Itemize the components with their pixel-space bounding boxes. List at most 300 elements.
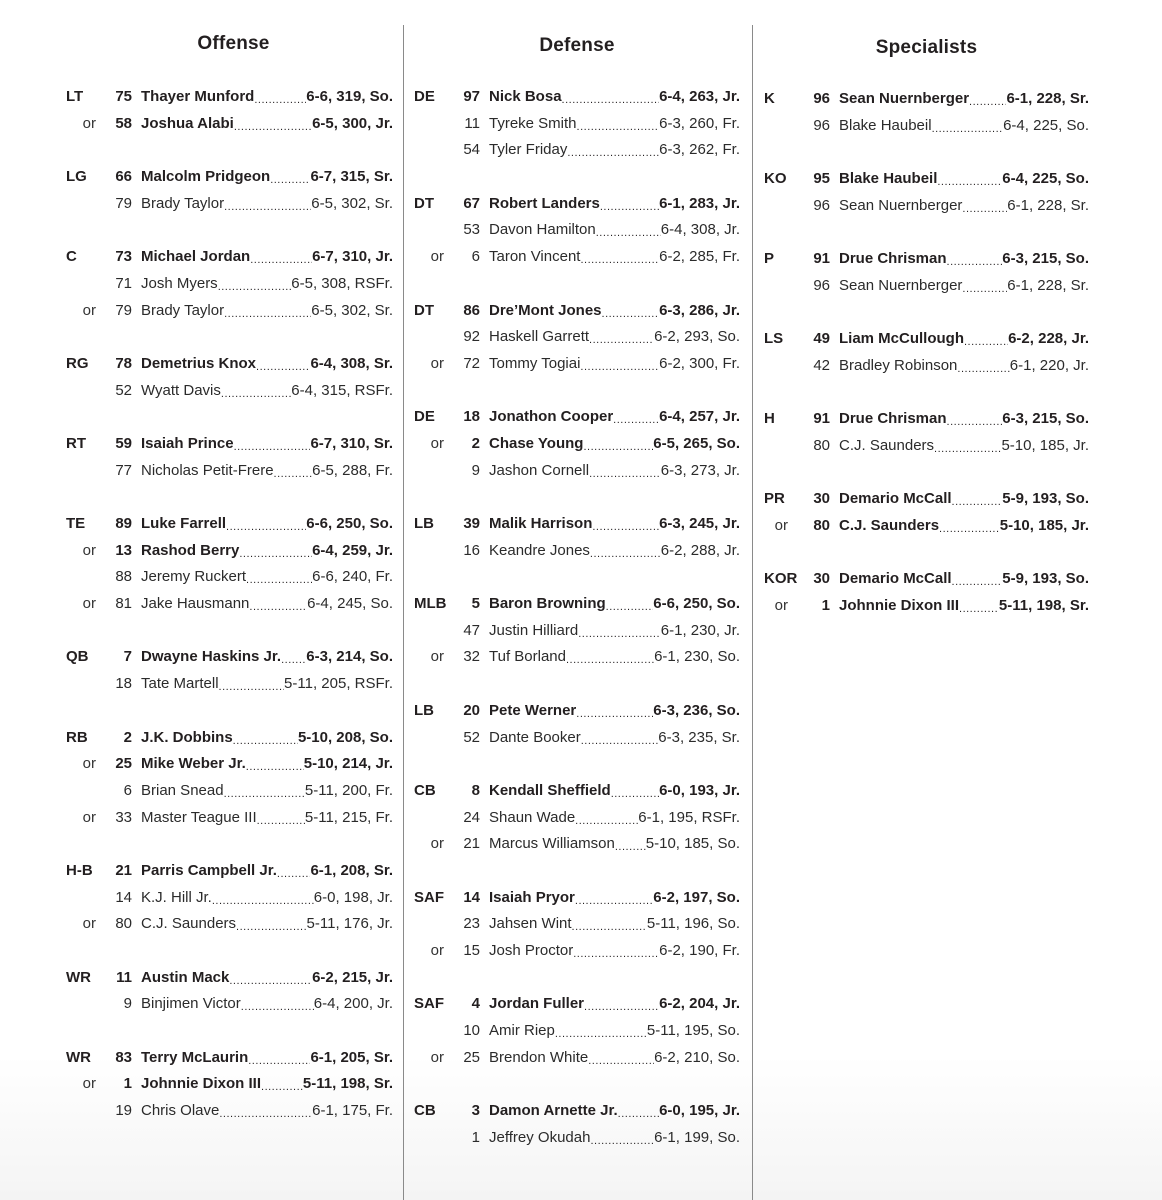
position-label: QB [66, 648, 89, 666]
player-name-leader [489, 1125, 654, 1152]
player-name: Sean Nuernberger [839, 196, 963, 214]
player-stats: 6-3, 262, Fr. [659, 141, 740, 159]
dot-leader [226, 514, 306, 538]
player-stats: 6-5, 300, Jr. [312, 114, 393, 132]
jersey-number: 58 [115, 114, 132, 132]
player-stats: 6-1, 175, Fr. [312, 1102, 393, 1120]
group-spacer [414, 858, 740, 885]
jersey-number: 30 [813, 570, 830, 588]
dot-leader [555, 1021, 647, 1045]
player-row [764, 486, 1089, 513]
player-name-leader [489, 511, 659, 538]
dot-leader [221, 381, 291, 405]
jersey-number: 96 [813, 116, 830, 134]
player-name-leader [839, 566, 1002, 593]
or-label: or [430, 648, 444, 666]
jersey-number: 80 [115, 915, 132, 933]
player-name: Blake Haubeil [839, 170, 938, 188]
jersey-number: 23 [463, 915, 480, 933]
player-name: Keandre Jones [489, 541, 590, 559]
group-spacer [414, 271, 740, 298]
player-name: Parris Campbell Jr. [141, 861, 277, 879]
player-stats: 5-11, 200, Fr. [304, 781, 393, 799]
player-name-leader [141, 1071, 303, 1098]
player-stats: 6-1, 228, Sr. [1007, 196, 1089, 214]
player-name: J.K. Dobbins [141, 728, 233, 746]
player-row [66, 885, 393, 912]
dot-leader [261, 1074, 303, 1098]
player-name-leader [141, 511, 306, 538]
position-label: LB [414, 515, 434, 532]
jersey-number: 73 [115, 248, 132, 266]
player-name: Tyler Friday [489, 141, 568, 159]
dot-leader [257, 808, 305, 832]
or-label: or [82, 595, 96, 613]
group-spacer [66, 484, 393, 511]
player-stats: 6-1, 208, Sr. [310, 861, 393, 879]
jersey-number: 79 [115, 301, 132, 319]
player-name-leader [141, 991, 314, 1018]
player-stats: 6-3, 245, Jr. [659, 515, 740, 532]
position-label: RG [66, 354, 89, 372]
player-row [414, 244, 740, 271]
jersey-number: 8 [471, 781, 480, 799]
jersey-number: 91 [813, 410, 830, 428]
player-stats: 6-3, 273, Jr. [660, 461, 740, 479]
dot-leader [575, 888, 653, 912]
player-name: Chris Olave [141, 1102, 220, 1120]
player-row [764, 433, 1089, 460]
position-label: WR [66, 1048, 91, 1066]
or-label: or [774, 517, 788, 534]
player-name-leader [489, 938, 659, 965]
depth-rows [764, 86, 1089, 620]
player-name-leader [141, 751, 304, 778]
player-name-leader [489, 217, 661, 244]
player-name: Pete Werner [489, 701, 577, 719]
player-stats: 6-3, 236, So. [653, 701, 740, 719]
group-spacer [66, 404, 393, 431]
or-label: or [430, 942, 444, 959]
player-name: Dre’Mont Jones [489, 301, 602, 319]
position-label: H [764, 410, 775, 428]
player-name: C.J. Saunders [839, 436, 935, 454]
dot-leader [234, 434, 311, 458]
player-name: Davon Hamilton [489, 221, 596, 239]
player-name: Demario McCall [839, 490, 952, 508]
player-name: Austin Mack [141, 968, 230, 986]
or-label: or [430, 248, 444, 266]
jersey-number: 11 [116, 968, 132, 986]
player-name-leader [839, 113, 1003, 140]
player-stats: 6-5, 288, Fr. [312, 461, 393, 479]
player-name-leader [141, 858, 310, 885]
jersey-number: 10 [463, 1022, 480, 1040]
player-stats: 6-4, 200, Jr. [313, 995, 393, 1013]
or-label: or [430, 434, 444, 452]
player-stats: 5-11, 196, So. [646, 915, 740, 933]
position-label: PR [764, 490, 785, 508]
group-spacer [764, 300, 1089, 327]
column-title-specialists: Specialists [875, 37, 978, 58]
player-row [66, 538, 393, 565]
player-name: Isaiah Prince [141, 434, 234, 452]
player-row [66, 1045, 393, 1072]
player-row [414, 538, 740, 565]
group-spacer [66, 1018, 393, 1045]
player-name-leader [489, 84, 659, 111]
jersey-number: 20 [463, 701, 480, 719]
player-row [414, 1045, 740, 1072]
dot-leader [592, 514, 659, 538]
position-label: DE [414, 88, 435, 105]
position-label: SAF [414, 995, 444, 1013]
player-row [66, 111, 393, 138]
player-name: Robert Landers [489, 194, 600, 212]
player-name: Joshua Alabi [141, 114, 234, 132]
dot-leader [969, 89, 1006, 113]
player-row [66, 778, 393, 805]
player-name-leader [489, 244, 659, 271]
player-name: Jashon Cornell [489, 461, 590, 479]
player-stats: 6-0, 198, Jr. [313, 888, 393, 906]
player-name-leader [141, 244, 312, 271]
player-row [66, 564, 393, 591]
player-name: Tyreke Smith [489, 114, 577, 132]
jersey-number: 80 [813, 517, 830, 534]
player-name: Chase Young [489, 434, 584, 452]
player-name-leader [141, 431, 310, 458]
column-divider-right [752, 25, 753, 1200]
jersey-number: 6 [471, 248, 480, 266]
position-label: MLB [414, 595, 447, 613]
dot-leader [229, 968, 312, 992]
player-name: Kendall Sheffield [489, 781, 611, 799]
jersey-number: 72 [463, 354, 480, 372]
jersey-number: 15 [463, 942, 480, 959]
dot-leader [241, 994, 314, 1018]
group-spacer [66, 324, 393, 351]
player-name: Shaun Wade [489, 808, 576, 826]
player-stats: 6-2, 228, Jr. [1008, 330, 1089, 348]
player-name: Tuf Borland [489, 648, 566, 666]
jersey-number: 71 [115, 274, 132, 292]
player-row [66, 644, 393, 671]
position-label: LT [66, 88, 84, 105]
player-name-leader [141, 458, 312, 485]
jersey-number: 21 [463, 835, 480, 853]
player-name: Johnnie Dixon III [141, 1075, 262, 1093]
player-row [764, 326, 1089, 353]
jersey-number: 32 [463, 648, 480, 666]
player-name: Jeffrey Okudah [489, 1128, 591, 1146]
position-label: KO [764, 170, 787, 188]
player-name-leader [141, 671, 284, 698]
jersey-number: 4 [471, 995, 480, 1013]
player-name: Terry McLaurin [141, 1048, 249, 1066]
dot-leader [270, 167, 310, 191]
dot-leader [219, 674, 285, 698]
jersey-number: 96 [813, 196, 830, 214]
jersey-number: 5 [471, 595, 480, 613]
player-name-leader [839, 513, 1000, 540]
player-name: Amir Riep [489, 1022, 555, 1040]
player-name-leader [141, 885, 314, 912]
jersey-number: 18 [115, 675, 132, 693]
jersey-number: 42 [813, 356, 830, 374]
dot-leader [573, 941, 659, 965]
player-row [66, 378, 393, 405]
player-name: Marcus Williamson [489, 835, 615, 853]
player-stats: 6-1, 205, Sr. [310, 1048, 393, 1066]
player-row [764, 113, 1089, 140]
player-name: Damon Arnette Jr. [489, 1102, 618, 1120]
player-name: Thayer Munford [141, 88, 255, 105]
player-name: Taron Vincent [489, 248, 581, 266]
player-name: Binjimen Victor [141, 995, 241, 1013]
jersey-number: 3 [471, 1102, 480, 1120]
player-row [66, 991, 393, 1018]
player-row [764, 513, 1089, 540]
player-name-leader [839, 166, 1002, 193]
player-row [66, 191, 393, 218]
player-stats: 6-6, 250, So. [306, 515, 393, 532]
or-label: or [82, 915, 96, 933]
dot-leader [590, 541, 661, 565]
player-row [764, 193, 1089, 220]
player-stats: 6-7, 310, Jr. [312, 248, 393, 266]
player-stats: 5-10, 214, Jr. [303, 755, 393, 773]
player-row [66, 751, 393, 778]
jersey-number: 95 [813, 170, 830, 188]
player-name-leader [141, 164, 310, 191]
position-label: WR [66, 968, 91, 986]
player-stats: 5-11, 176, Jr. [306, 915, 393, 933]
jersey-number: 89 [115, 515, 132, 532]
or-label: or [82, 114, 96, 132]
dot-leader [596, 220, 661, 244]
player-row [66, 1071, 393, 1098]
player-row [66, 271, 393, 298]
player-stats: 6-1, 220, Jr. [1009, 356, 1089, 374]
position-label: P [764, 250, 775, 268]
player-row [414, 725, 740, 752]
dot-leader [212, 888, 314, 912]
player-name: Baron Browning [489, 595, 606, 613]
position-label: LB [414, 701, 434, 719]
player-row [764, 246, 1089, 273]
group-spacer [66, 217, 393, 244]
dot-leader [576, 701, 653, 725]
player-name: Johnnie Dixon III [839, 597, 960, 615]
group-spacer [66, 137, 393, 164]
player-name: Rashod Berry [141, 541, 240, 559]
player-stats: 6-2, 204, Jr. [659, 995, 740, 1013]
player-stats: 6-2, 285, Fr. [659, 248, 740, 266]
player-stats: 6-1, 283, Jr. [659, 194, 740, 212]
dot-leader [590, 1128, 654, 1152]
player-stats: 6-4, 259, Jr. [312, 541, 393, 559]
player-name-leader [141, 298, 311, 325]
player-stats: 6-6, 240, Fr. [312, 568, 393, 586]
jersey-number: 14 [463, 888, 480, 906]
player-name: Demario McCall [839, 570, 952, 588]
dot-leader [611, 781, 659, 805]
dot-leader [218, 274, 292, 298]
dot-leader [239, 541, 312, 565]
player-row [66, 431, 393, 458]
player-stats: 6-4, 245, So. [307, 595, 393, 613]
dot-leader [562, 87, 660, 111]
jersey-number: 25 [115, 755, 132, 773]
player-row [66, 805, 393, 832]
dot-leader [937, 169, 1002, 193]
player-row [66, 1098, 393, 1125]
player-name: Jeremy Ruckert [141, 568, 247, 586]
dot-leader [952, 569, 1003, 593]
dot-leader [575, 808, 638, 832]
player-row [66, 858, 393, 885]
player-name-leader [489, 644, 654, 671]
dot-leader [219, 1101, 312, 1125]
jersey-number: 66 [115, 168, 132, 186]
player-name: Justin Hilliard [489, 621, 579, 639]
player-name-leader [141, 84, 306, 111]
jersey-number: 97 [463, 88, 480, 105]
dot-leader [578, 621, 661, 645]
group-spacer [414, 164, 740, 191]
player-row [66, 725, 393, 752]
or-label: or [430, 1048, 444, 1066]
or-label: or [82, 755, 96, 773]
player-name: Mike Weber Jr. [141, 755, 246, 773]
player-name-leader [141, 538, 312, 565]
player-stats: 6-1, 230, So. [654, 648, 740, 666]
group-spacer [414, 564, 740, 591]
player-row [414, 911, 740, 938]
player-stats: 6-3, 260, Fr. [659, 114, 740, 132]
player-name: Malik Harrison [489, 515, 593, 532]
player-name-leader [141, 378, 291, 405]
jersey-number: 1 [821, 597, 830, 615]
player-stats: 5-10, 185, Jr. [999, 517, 1089, 534]
position-label: KOR [764, 570, 798, 588]
jersey-number: 81 [115, 595, 132, 613]
player-row [414, 591, 740, 618]
player-row [414, 805, 740, 832]
jersey-number: 47 [463, 621, 480, 639]
group-spacer [764, 380, 1089, 407]
or-label: or [430, 835, 444, 853]
position-label: C [66, 248, 77, 266]
player-name-leader [489, 778, 659, 805]
dot-leader [606, 594, 654, 618]
group-spacer [66, 698, 393, 725]
player-name-leader [489, 1098, 659, 1125]
player-row [764, 566, 1089, 593]
player-row [414, 84, 740, 111]
player-stats: 6-3, 235, Sr. [658, 728, 740, 746]
jersey-number: 92 [463, 328, 480, 346]
player-name: Haskell Garrett [489, 328, 590, 346]
dot-leader [584, 994, 659, 1018]
jersey-number: 7 [123, 648, 132, 666]
player-name: K.J. Hill Jr. [141, 888, 212, 906]
player-row [414, 431, 740, 458]
jersey-number: 24 [463, 808, 480, 826]
player-stats: 6-3, 215, So. [1002, 410, 1089, 428]
player-name: Dante Booker [489, 728, 581, 746]
player-name: Wyatt Davis [141, 381, 221, 399]
player-row [414, 191, 740, 218]
player-row [414, 351, 740, 378]
player-name-leader [839, 246, 1002, 273]
dot-leader [618, 1101, 659, 1125]
player-row [414, 324, 740, 351]
player-stats: 5-11, 198, Sr. [302, 1075, 393, 1093]
player-stats: 6-3, 215, So. [1002, 250, 1089, 268]
jersey-number: 59 [115, 434, 132, 452]
player-stats: 6-2, 190, Fr. [659, 942, 740, 959]
jersey-number: 30 [813, 490, 830, 508]
player-name: Jonathon Cooper [489, 408, 614, 426]
position-label: RB [66, 728, 88, 746]
jersey-number: 16 [463, 541, 480, 559]
player-stats: 5-10, 208, So. [297, 728, 393, 746]
player-row [66, 458, 393, 485]
player-name: Drue Chrisman [839, 250, 947, 268]
dot-leader [580, 247, 659, 271]
player-name-leader [839, 193, 1007, 220]
player-name-leader [489, 591, 653, 618]
player-row [66, 911, 393, 938]
dot-leader [600, 194, 659, 218]
or-label: or [774, 597, 788, 615]
dot-leader [615, 834, 646, 858]
player-name-leader [489, 137, 659, 164]
jersey-number: 86 [463, 301, 480, 319]
dot-leader [932, 116, 1004, 140]
dot-leader [962, 196, 1007, 220]
or-label: or [430, 354, 444, 372]
player-name: Jordan Fuller [489, 995, 585, 1013]
dot-leader [957, 356, 1009, 380]
player-stats: 6-5, 302, Sr. [311, 301, 393, 319]
player-name: Tate Martell [141, 675, 219, 693]
player-name-leader [141, 191, 311, 218]
jersey-number: 14 [115, 888, 132, 906]
player-stats: 5-10, 185, So. [645, 835, 740, 853]
dot-leader [962, 276, 1007, 300]
dot-leader [947, 409, 1003, 433]
player-stats: 5-9, 193, So. [1002, 490, 1089, 508]
player-name-leader [489, 698, 653, 725]
jersey-number: 79 [115, 194, 132, 212]
player-row [414, 831, 740, 858]
player-name: Nicholas Petit-Frere [141, 461, 274, 479]
player-row [414, 778, 740, 805]
player-name: Jake Hausmann [141, 595, 250, 613]
dot-leader [234, 114, 312, 138]
player-name-leader [489, 458, 661, 485]
position-label: LG [66, 168, 87, 186]
player-name: Blake Haubeil [839, 116, 932, 134]
jersey-number: 78 [115, 354, 132, 372]
jersey-number: 83 [115, 1048, 132, 1066]
jersey-number: 49 [813, 330, 830, 348]
jersey-number: 1 [471, 1128, 480, 1146]
position-label: TE [66, 515, 86, 532]
